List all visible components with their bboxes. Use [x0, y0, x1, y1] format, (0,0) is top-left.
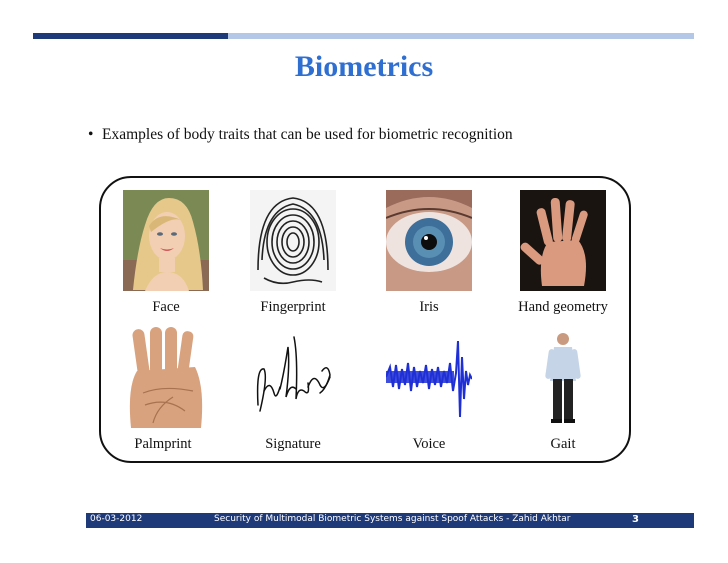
palm-photo [123, 327, 209, 428]
hand-photo [520, 190, 606, 291]
trait-label-palmprint: Palmprint [134, 436, 192, 452]
trait-label-face: Face [152, 299, 180, 315]
footer-text: Security of Multimodal Biometric Systems against Spoof Attacks - Zahid Akhtar [214, 514, 571, 524]
walking-person-photo [520, 327, 606, 428]
slide-title: Biometrics [294, 50, 434, 83]
trait-label-hand-geometry: Hand geometry [518, 299, 608, 315]
signature-image [250, 327, 336, 428]
trait-label-signature: Signature [265, 436, 321, 452]
face-photo [123, 190, 209, 291]
trait-label-fingerprint: Fingerprint [260, 299, 326, 315]
bullet-marker: • [88, 126, 94, 143]
top-bar-dark [33, 33, 228, 39]
bullet-item [88, 126, 513, 144]
bullet-text: Examples of body traits that can be used for biometric recognition [102, 126, 513, 143]
fingerprint-image [250, 190, 336, 291]
footer-bar [86, 513, 694, 528]
trait-label-gait: Gait [550, 436, 576, 452]
waveform-image [386, 327, 472, 428]
trait-label-voice: Voice [412, 436, 446, 452]
footer-date: 06-03-2012 [90, 514, 143, 524]
top-bar-light [228, 33, 694, 39]
iris-photo [386, 190, 472, 291]
page-number: 3 [632, 514, 639, 525]
trait-label-iris: Iris [419, 299, 439, 315]
